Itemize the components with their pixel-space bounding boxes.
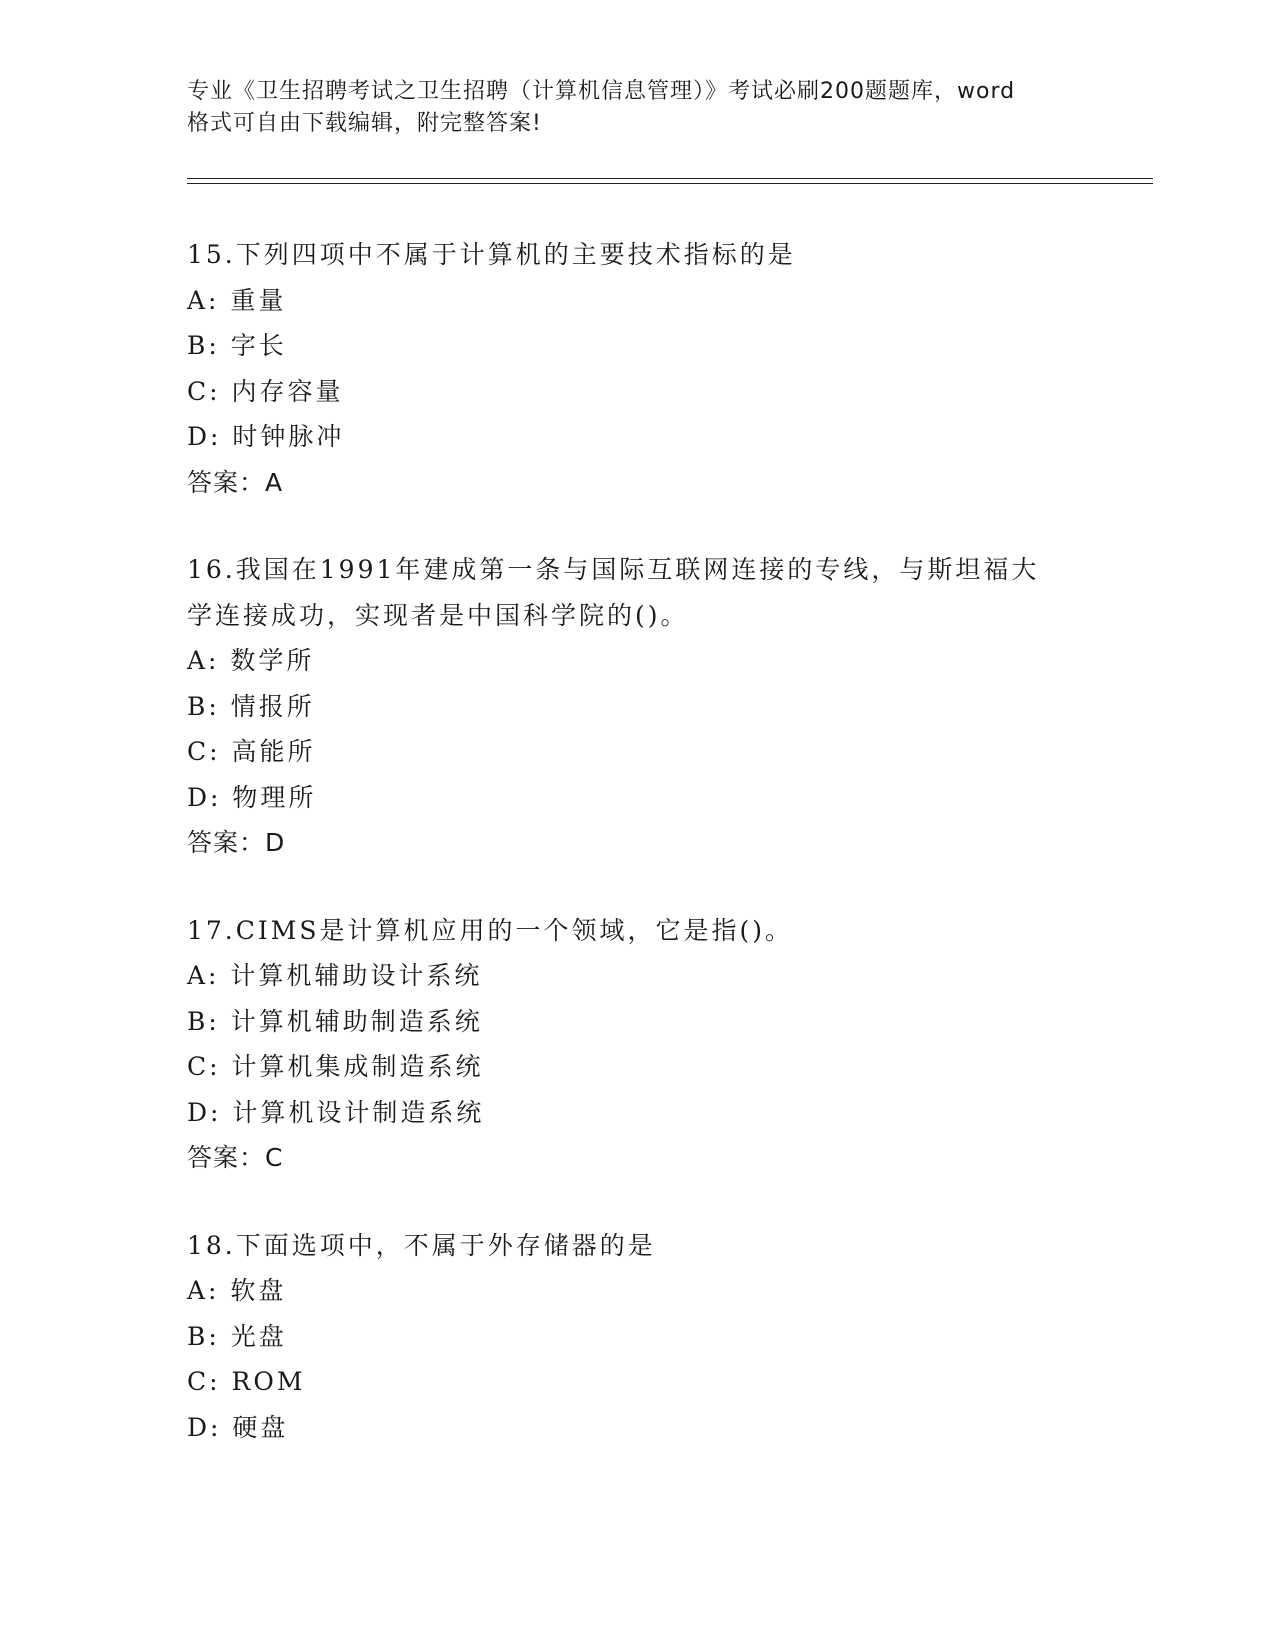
option-a: A: 软盘 [187, 1276, 287, 1305]
option-a: A: 数学所 [187, 646, 315, 675]
option-d: D: 时钟脉冲 [187, 422, 345, 451]
header-divider-top [187, 178, 1153, 179]
header-divider-bottom [187, 183, 1153, 184]
question-16 [187, 547, 1087, 866]
question-17 [187, 908, 1087, 1181]
question-list [187, 232, 1087, 1492]
option-c: C: 高能所 [187, 737, 316, 766]
option-b: B: 字长 [187, 331, 287, 360]
option-c: C: 计算机集成制造系统 [187, 1052, 484, 1081]
answer-line: 答案：C [187, 1143, 284, 1172]
header-line-2: 格式可自由下载编辑，附完整答案! [187, 111, 542, 136]
answer-line: 答案：D [187, 828, 286, 857]
question-18 [187, 1223, 1087, 1451]
option-a: A: 计算机辅助设计系统 [187, 961, 483, 990]
document-header [187, 76, 1087, 140]
option-d: D: 计算机设计制造系统 [187, 1097, 485, 1127]
option-c: C: ROM [187, 1367, 306, 1396]
option-c: C: 内存容量 [187, 376, 344, 406]
option-b: B: 计算机辅助制造系统 [187, 1006, 483, 1036]
question-15 [187, 232, 1087, 505]
option-b: B: 情报所 [187, 691, 315, 721]
option-b: B: 光盘 [187, 1321, 287, 1351]
question-stem: 16.我国在1991年建成第一条与国际互联网连接的专线，与斯坦福大学连接成功，实现者是中国科学院的()。 [187, 555, 1040, 630]
header-line-1: 专业《卫生招聘考试之卫生招聘（计算机信息管理）》考试必刷200题题库，word [187, 79, 1016, 104]
question-stem: 18.下面选项中，不属于外存储器的是 [187, 1230, 656, 1260]
question-stem: 17.CIMS是计算机应用的一个领域，它是指()。 [187, 915, 793, 945]
option-d: D: 物理所 [187, 782, 317, 812]
answer-line: 答案：A [187, 467, 284, 497]
option-a: A: 重量 [187, 285, 287, 315]
question-stem: 15.下列四项中不属于计算机的主要技术指标的是 [187, 240, 796, 269]
option-d: D: 硬盘 [187, 1412, 289, 1442]
